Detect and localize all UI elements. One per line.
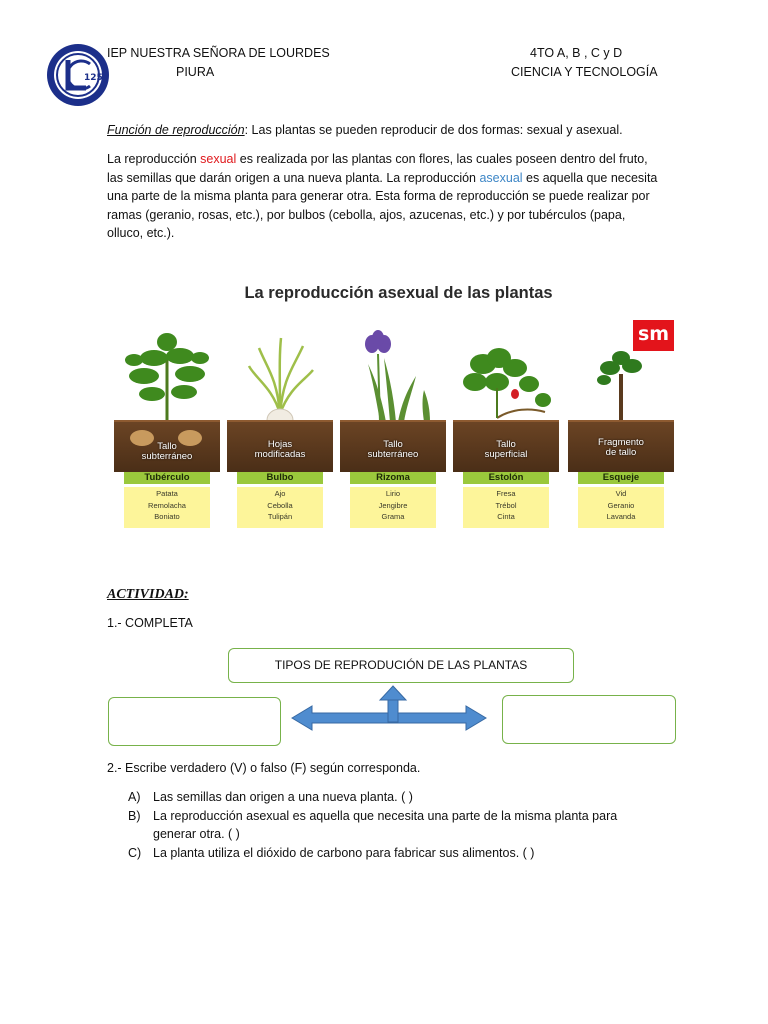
type-label: Bulbo	[237, 472, 323, 484]
intro-label: Función de reproducción	[107, 123, 245, 137]
logo-number: 125	[84, 73, 103, 83]
example-item: Ajo	[274, 489, 286, 498]
para-line-2	[107, 169, 667, 188]
example-item: Lirio	[385, 489, 401, 498]
para-text: La reproducción	[107, 152, 201, 166]
type-label: Tubérculo	[124, 472, 210, 484]
caption-line: Fragmento	[598, 437, 644, 448]
infographic-column-esqueje	[568, 268, 674, 538]
item-letter: B)	[128, 808, 141, 823]
example-item: Fresa	[496, 489, 516, 498]
potato-plant-icon	[114, 328, 220, 424]
strawberry-plant-icon	[453, 328, 559, 424]
word-asexual: asexual	[479, 170, 523, 185]
examples-box	[124, 487, 210, 528]
soil-caption	[568, 438, 674, 458]
sm-logo: sm	[633, 320, 674, 351]
example-item: Geranio	[607, 500, 635, 510]
infographic-column-tuberculo	[114, 268, 220, 538]
para-line-4: ramas (geranio, rosas, etc.), por bulbos (cebolla, ajos, azucenas, etc.) y por tubérculos (papa,	[107, 207, 626, 222]
school-name: IEP NUESTRA SEÑORA DE LOURDES	[107, 46, 330, 60]
subject-label: CIENCIA Y TECNOLOGÍA	[511, 65, 658, 79]
example-item: Trébol	[495, 500, 517, 510]
types-title-box	[228, 648, 574, 683]
infographic-column-rizoma	[340, 268, 446, 538]
answer-box-right[interactable]	[502, 695, 676, 744]
infographic-column-estolon	[453, 268, 559, 538]
example-item: Remolacha	[148, 500, 186, 510]
caption-line: subterráneo	[141, 451, 193, 462]
example-item: Lavanda	[606, 512, 636, 521]
caption-line: Hojas	[267, 439, 293, 450]
caption-line: Tallo	[157, 441, 177, 452]
question-1: 1.- COMPLETA	[107, 616, 193, 630]
example-item: Grama	[381, 512, 405, 521]
para-text: las semillas que darán origen a una nueva planta. La reproducción	[107, 170, 480, 185]
true-false-list	[128, 788, 648, 862]
school-logo	[46, 42, 110, 108]
types-title: TIPOS DE REPRODUCIÓN DE LAS PLANTAS	[274, 658, 528, 672]
answer-box-left[interactable]	[108, 697, 281, 746]
cutting-plant-icon	[568, 328, 674, 424]
infographic-column-bulbo	[227, 268, 333, 538]
explanation-paragraph	[107, 150, 667, 243]
soil-caption	[453, 440, 559, 460]
example-item: Tulipán	[267, 512, 293, 521]
example-item: Vid	[615, 489, 627, 498]
item-text-cont: generar otra. ( )	[153, 827, 240, 841]
soil-caption	[340, 440, 446, 460]
item-text: La planta utiliza el dióxido de carbono para fabricar sus alimentos. ( )	[153, 845, 535, 860]
examples-box	[237, 487, 323, 528]
para-text: es realizada por las plantas con flores, las cuales poseen dentro del fruto,	[236, 152, 648, 166]
examples-box	[350, 487, 436, 528]
branch-arrows-icon	[290, 684, 490, 742]
examples-box	[578, 487, 664, 528]
asexual-reproduction-infographic	[106, 268, 691, 570]
type-label: Estolón	[463, 472, 549, 484]
item-letter: A)	[128, 790, 141, 804]
soil-caption	[114, 442, 220, 462]
type-label: Rizoma	[350, 472, 436, 484]
item-text: Las semillas dan origen a una nueva planta. ( )	[153, 790, 413, 804]
intro-line	[107, 121, 623, 140]
caption-line: de tallo	[605, 447, 637, 458]
caption-line: Tallo	[496, 439, 516, 450]
example-item: Patata	[156, 489, 178, 498]
word-sexual: sexual	[200, 152, 237, 166]
soil-caption	[227, 440, 333, 460]
example-item: Cinta	[497, 512, 515, 521]
activity-title: ACTIVIDAD:	[107, 587, 189, 602]
para-line-3: una parte de la misma planta para generar otra. Esta forma de reproducción se puede realizar por	[107, 189, 650, 203]
caption-line: superficial	[484, 449, 528, 460]
infographic-title: La reproducción asexual de las plantas	[244, 284, 553, 302]
para-line-5: olluco, etc.).	[107, 226, 175, 240]
para-line-1	[107, 150, 667, 169]
example-item: Boniato	[154, 512, 180, 521]
para-text: es aquella que necesita	[522, 170, 658, 185]
question-2: 2.- Escribe verdadero (V) o falso (F) según corresponda.	[107, 761, 421, 775]
type-label: Esqueje	[578, 472, 664, 484]
caption-line: modificadas	[254, 449, 306, 460]
example-item: Jengibre	[378, 500, 408, 510]
intro-text: : Las plantas se pueden reproducir de dos formas: sexual y asexual.	[244, 123, 623, 137]
item-text: La reproducción asexual es aquella que necesita una parte de la misma planta para	[153, 808, 618, 823]
garlic-plant-icon	[227, 328, 333, 424]
iris-plant-icon	[340, 328, 446, 424]
list-item	[128, 844, 648, 863]
school-city: PIURA	[176, 65, 215, 79]
caption-line: Tallo	[383, 439, 403, 450]
caption-line: subterráneo	[367, 449, 419, 460]
examples-box	[463, 487, 549, 528]
list-item	[128, 788, 648, 807]
list-item	[128, 807, 648, 844]
example-item: Cebolla	[267, 500, 293, 510]
item-letter: C)	[128, 845, 142, 860]
grade-label: 4TO A, B , C y D	[530, 46, 623, 60]
